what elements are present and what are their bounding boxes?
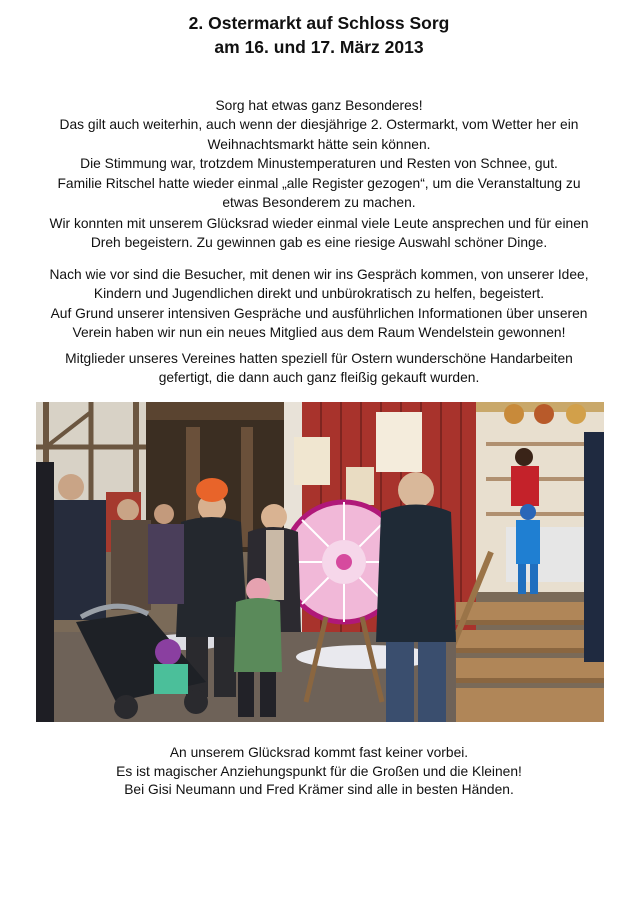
market-photo bbox=[36, 402, 604, 722]
besucher-line: Verein haben wir nun ein neues Mitglied aus dem Raum Wendelstein gewonnen! bbox=[72, 325, 566, 341]
handarbeiten-line: Mitglieder unseres Vereines hatten speziell für Ostern wunderschöne Handarbeiten bbox=[65, 351, 573, 366]
intro-line: Die Stimmung war, trotzdem Minustemperaturen und Resten von Schnee, gut. bbox=[80, 156, 558, 172]
besucher-line: Nach wie vor sind die Besucher, mit denen wir ins Gespräch kommen, von unserer Idee, bbox=[49, 267, 589, 282]
intro-line: Familie Ritschel hatte wieder einmal „alle Register gezogen“, um die Veranstaltung zu bbox=[57, 175, 581, 191]
besucher-paragraph bbox=[30, 265, 608, 343]
gluecksrad-paragraph bbox=[30, 214, 608, 253]
intro-line: Das gilt auch weiterhin, auch wenn der diesjährige 2. Ostermarkt, vom Wetter her ein bbox=[59, 117, 579, 133]
gluecksrad-line: Wir konnten mit unserem Glücksrad wieder einmal viele Leute ansprechen und für einen bbox=[49, 216, 589, 231]
caption-line: An unserem Glücksrad kommt fast keiner vorbei. bbox=[169, 745, 469, 760]
market-photo-illustration bbox=[36, 402, 604, 722]
besucher-line: Kindern und Jugendlichen direkt und unbürokratisch zu helfen, begeistert. bbox=[93, 286, 545, 302]
intro-paragraph bbox=[30, 96, 608, 212]
besucher-line: Auf Grund unserer intensiven Gespräche und ausführlichen Informationen über unseren bbox=[50, 305, 588, 321]
intro-line: Sorg hat etwas ganz Besonderes! bbox=[215, 98, 423, 113]
page-subtitle-date: am 16. und 17. März 2013 bbox=[214, 37, 424, 57]
intro-line: Weihnachtsmarkt hätte sein können. bbox=[207, 136, 431, 152]
handarbeiten-line: gefertigt, die dann auch ganz fleißig gekauft wurden. bbox=[158, 370, 480, 386]
gluecksrad-line: Dreh begeistern. Zu gewinnen gab es eine riesige Auswahl schöner Dinge. bbox=[90, 235, 548, 251]
page-title: 2. Ostermarkt auf Schloss Sorg bbox=[188, 13, 450, 33]
caption-line: Es ist magischer Anziehungspunkt für die Großen und die Kleinen! bbox=[116, 763, 522, 779]
caption-line: Bei Gisi Neumann und Fred Krämer sind alle in besten Händen. bbox=[124, 782, 514, 797]
handarbeiten-paragraph bbox=[30, 349, 608, 388]
intro-line: etwas Besonderem zu machen. bbox=[222, 195, 416, 211]
photo-caption bbox=[30, 744, 608, 800]
